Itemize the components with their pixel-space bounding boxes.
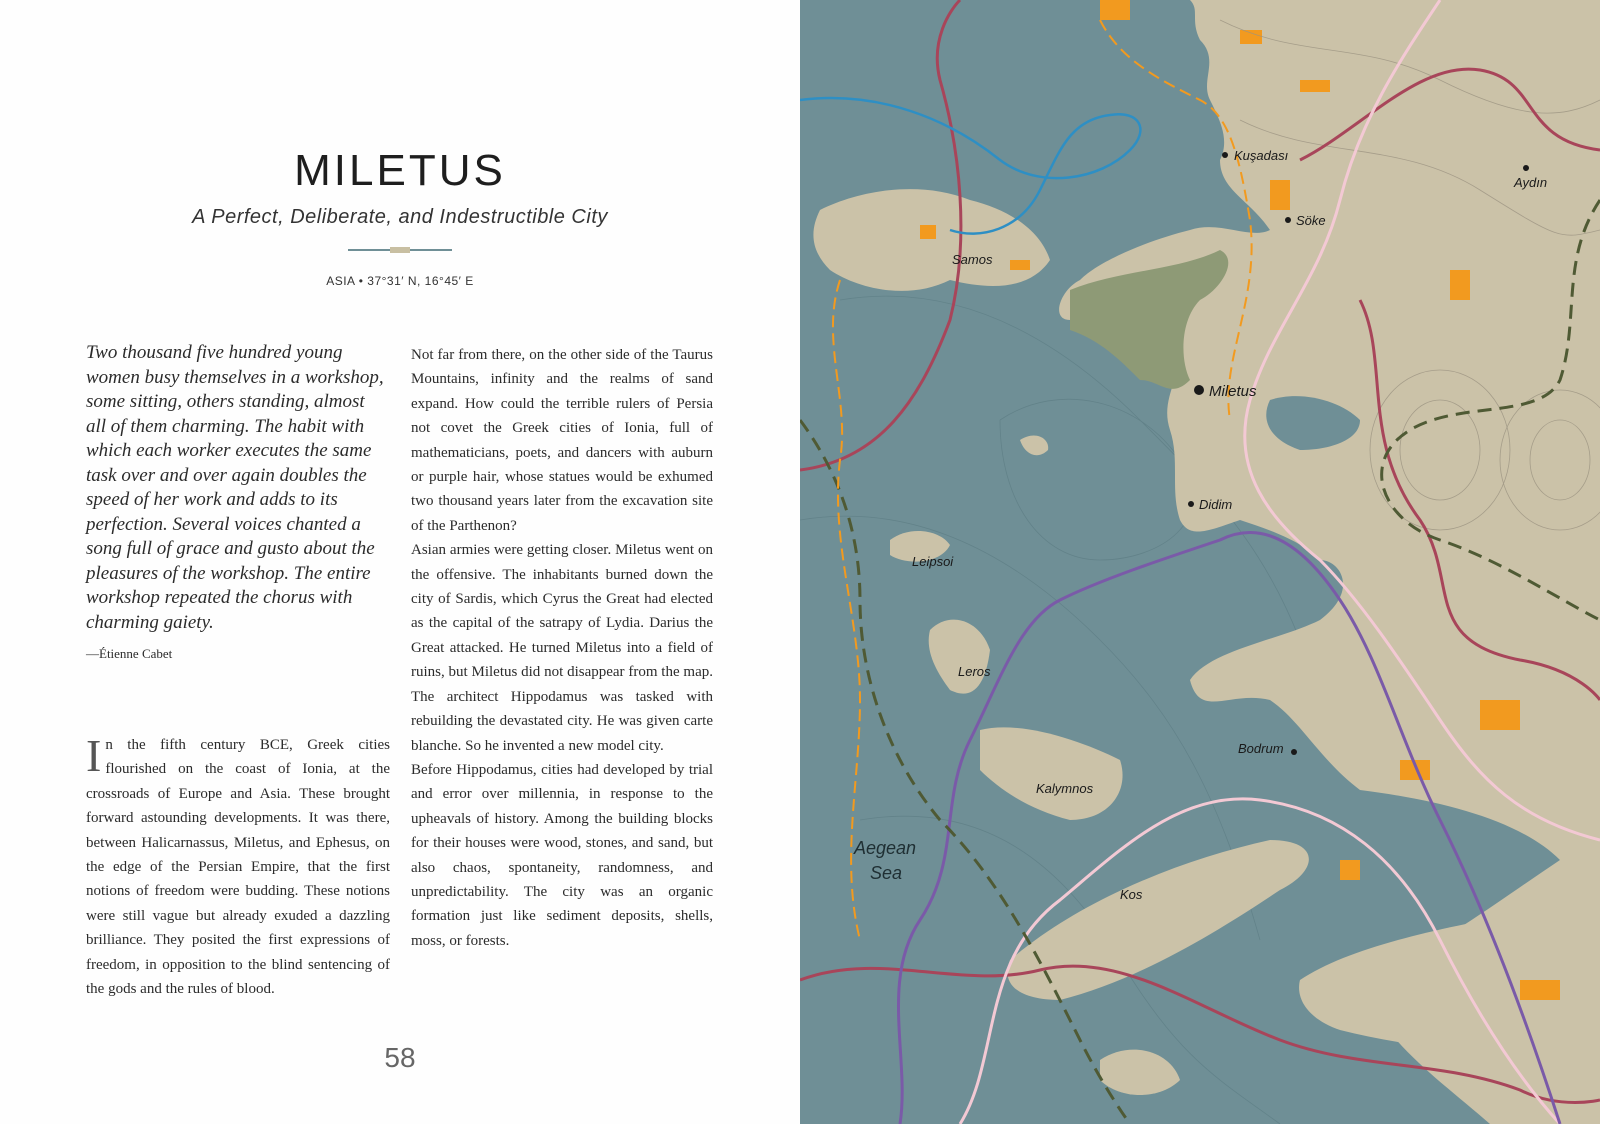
epigraph-quote: Two thousand five hundred young women busy themselves in a workshop, some sitting, others standing, almost all of them charming. The habit with which each worker executes the same task over and over again doubles the speed of her work and adds to its perfection. Several voices chanted a song full of grace and gusto about the pleasures of the workshop. The entire workshop repeated the chorus with charming gaiety. xyxy=(86,342,384,633)
location-line: ASIA • 37°31′ N, 16°45′ E xyxy=(326,274,474,288)
drop-cap: I xyxy=(86,730,102,781)
body-paragraph-1-text: n the fifth century BCE, Greek cities flourished on the coast of Ionia, at the crossroads of Europe and Asia. These brought forward astounding developments. It was there, between Halicarnassus, Miletus, and Ephesus, on the edge of the Persian Empire, that the first notions of freedom were budding. These notions were still vague but already exuded a dazzling brilliance. They posited the first expressions of freedom, in opposition to the blind sentencing of the gods and the rules of blood. xyxy=(86,737,390,998)
bodrum-marker xyxy=(1291,749,1297,755)
kalymnos-label: Kalymnos xyxy=(1036,781,1094,796)
kusadasi-label: Kuşadası xyxy=(1234,148,1289,163)
didim-label: Didim xyxy=(1199,497,1233,512)
kusadasi-marker xyxy=(1222,152,1228,158)
page-number: 58 xyxy=(384,1042,416,1073)
bodrum-label: Bodrum xyxy=(1238,741,1284,756)
didim-marker xyxy=(1188,501,1194,507)
map-illustration xyxy=(800,0,1600,1124)
leipsoi-label: Leipsoi xyxy=(912,554,954,569)
epigraph-attribution: —Étienne Cabet xyxy=(86,646,173,661)
body-paragraph-3: Asian armies were getting closer. Miletus went on the offensive. The inhabitants burned down the city of Sardis, which Cyrus the Great had elected as the capital of the satrapy of Lydia. Darius the Great attacked. He turned Miletus into a field of ruins, but Miletus did not disappear from the map. The architect Hippodamus was tasked with rebuilding the devastated city. He was given carte blanche. So he invented a new model city. xyxy=(411,542,713,754)
page-subtitle: A Perfect, Deliberate, and Indestructible City xyxy=(192,206,608,228)
aydin-marker xyxy=(1523,165,1529,171)
body-paragraph-4: Before Hippodamus, cities had developed by trial and error over millennia, in response to the upheavals of history. Among the building blocks for their houses were wood, stones, and sand, but also chaos, spontaneity, randomness, and unpredictability. The city was an organic formation just like sediment deposits, shells, moss, or forests. xyxy=(411,761,713,949)
kos-label: Kos xyxy=(1120,887,1143,902)
title-divider-ornament xyxy=(390,247,410,253)
soke-marker xyxy=(1285,217,1291,223)
aegean-sea-label-line1: Aegean xyxy=(854,838,917,858)
leros-label: Leros xyxy=(958,664,991,679)
miletus-marker xyxy=(1194,385,1204,395)
body-paragraph-2: Not far from there, on the other side of the Taurus Mountains, infinity and the realms of sand expand. How could the terrible rulers of Persia not covet the Greek cities of Ionia, full of mathematicians, poets, and dancers with auburn or purple hair, whose statues would be exhumed two thousand years later from the excavation site of the Parthenon? xyxy=(411,347,713,534)
soke-label: Söke xyxy=(1296,213,1326,228)
samos-label: Samos xyxy=(952,252,993,267)
aydin-label: Aydın xyxy=(1514,175,1548,190)
page-title: MILETUS xyxy=(294,146,506,195)
text-column-right xyxy=(411,343,713,953)
body-paragraph-1 xyxy=(86,730,390,1001)
text-column-left xyxy=(86,730,390,1001)
map-page xyxy=(800,0,1600,1124)
miletus-label: Miletus xyxy=(1209,383,1257,400)
aegean-sea-label-line2: Sea xyxy=(870,863,903,883)
